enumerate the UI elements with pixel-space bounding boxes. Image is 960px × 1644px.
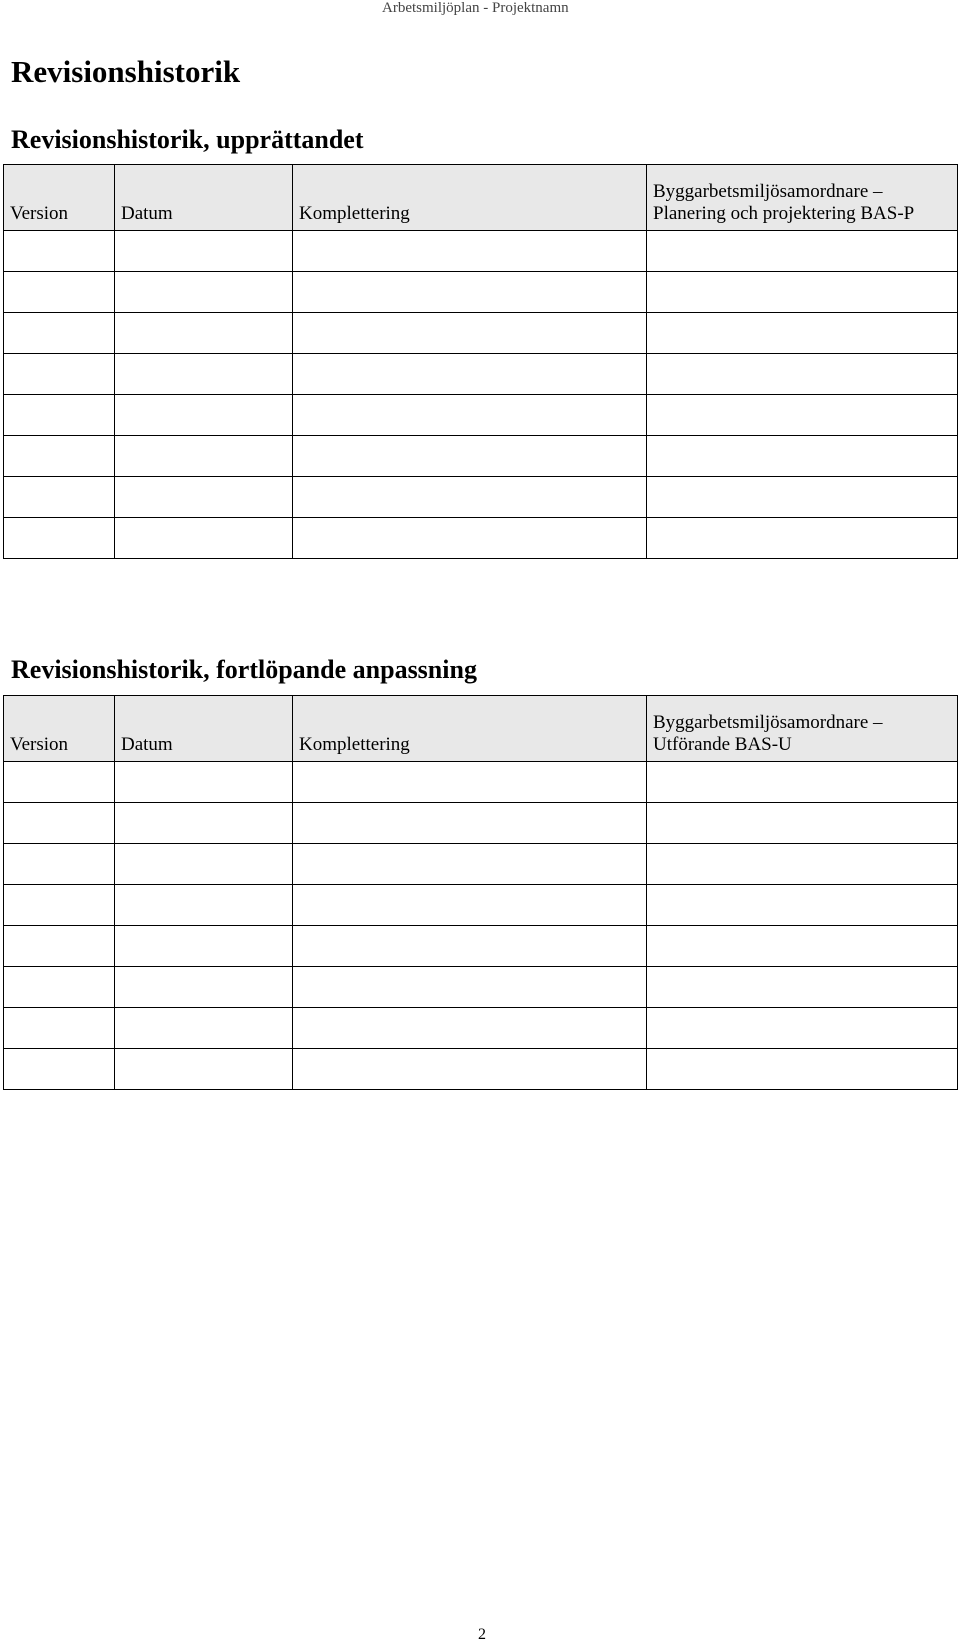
- table-row: [4, 477, 958, 518]
- cell-bas[interactable]: [647, 762, 958, 803]
- table-row: [4, 967, 958, 1008]
- cell-version[interactable]: [4, 967, 115, 1008]
- cell-datum[interactable]: [115, 926, 293, 967]
- cell-version[interactable]: [4, 762, 115, 803]
- cell-bas[interactable]: [647, 1008, 958, 1049]
- table-row: [4, 354, 958, 395]
- cell-version[interactable]: [4, 436, 115, 477]
- cell-datum[interactable]: [115, 1049, 293, 1090]
- table-row: [4, 885, 958, 926]
- cell-version[interactable]: [4, 395, 115, 436]
- column-header-bas-u-line2: Utförande BAS-U: [653, 734, 792, 755]
- table-row: [4, 803, 958, 844]
- cell-bas[interactable]: [647, 926, 958, 967]
- cell-datum[interactable]: [115, 844, 293, 885]
- cell-version[interactable]: [4, 926, 115, 967]
- cell-version[interactable]: [4, 518, 115, 559]
- table-row: [4, 1049, 958, 1090]
- cell-komplettering[interactable]: [293, 844, 647, 885]
- cell-datum[interactable]: [115, 436, 293, 477]
- table-row: [4, 926, 958, 967]
- table-row: [4, 518, 958, 559]
- running-header: Arbetsmiljöplan - Projektnamn: [382, 0, 569, 16]
- cell-bas[interactable]: [647, 885, 958, 926]
- cell-komplettering[interactable]: [293, 272, 647, 313]
- column-header-komplettering: Komplettering: [293, 696, 647, 762]
- cell-bas[interactable]: [647, 1049, 958, 1090]
- cell-komplettering[interactable]: [293, 1008, 647, 1049]
- cell-datum[interactable]: [115, 395, 293, 436]
- cell-datum[interactable]: [115, 762, 293, 803]
- column-header-datum: Datum: [115, 696, 293, 762]
- cell-bas[interactable]: [647, 518, 958, 559]
- cell-komplettering[interactable]: [293, 803, 647, 844]
- section-title-upprattandet: Revisionshistorik, upprättandet: [11, 125, 364, 154]
- cell-version[interactable]: [4, 272, 115, 313]
- cell-bas[interactable]: [647, 803, 958, 844]
- cell-datum[interactable]: [115, 885, 293, 926]
- cell-datum[interactable]: [115, 967, 293, 1008]
- cell-version[interactable]: [4, 477, 115, 518]
- table-header-row: [4, 696, 958, 762]
- cell-komplettering[interactable]: [293, 762, 647, 803]
- cell-version[interactable]: [4, 313, 115, 354]
- table-row: [4, 1008, 958, 1049]
- revision-table-fortlopande-anpassning: [3, 695, 958, 1090]
- cell-version[interactable]: [4, 1008, 115, 1049]
- revision-table-upprattandet: [3, 164, 958, 559]
- cell-bas[interactable]: [647, 844, 958, 885]
- cell-komplettering[interactable]: [293, 967, 647, 1008]
- cell-bas[interactable]: [647, 272, 958, 313]
- cell-version[interactable]: [4, 231, 115, 272]
- column-header-bas-p: [647, 165, 958, 231]
- table-header-row: [4, 165, 958, 231]
- table-row: [4, 844, 958, 885]
- cell-bas[interactable]: [647, 354, 958, 395]
- table-row: [4, 762, 958, 803]
- column-header-datum: Datum: [115, 165, 293, 231]
- cell-datum[interactable]: [115, 354, 293, 395]
- cell-datum[interactable]: [115, 477, 293, 518]
- cell-bas[interactable]: [647, 477, 958, 518]
- column-header-bas-p-line2: Planering och projektering BAS-P: [653, 203, 915, 224]
- cell-datum[interactable]: [115, 803, 293, 844]
- cell-komplettering[interactable]: [293, 354, 647, 395]
- cell-komplettering[interactable]: [293, 926, 647, 967]
- section-title-fortlopande-anpassning: Revisionshistorik, fortlöpande anpassning: [11, 655, 477, 684]
- cell-komplettering[interactable]: [293, 477, 647, 518]
- cell-komplettering[interactable]: [293, 1049, 647, 1090]
- cell-bas[interactable]: [647, 967, 958, 1008]
- cell-datum[interactable]: [115, 231, 293, 272]
- cell-datum[interactable]: [115, 272, 293, 313]
- cell-komplettering[interactable]: [293, 518, 647, 559]
- cell-datum[interactable]: [115, 518, 293, 559]
- column-header-bas-u-line1: Byggarbetsmiljösamordnare –: [653, 712, 883, 733]
- table-row: [4, 231, 958, 272]
- cell-komplettering[interactable]: [293, 436, 647, 477]
- cell-version[interactable]: [4, 844, 115, 885]
- cell-komplettering[interactable]: [293, 885, 647, 926]
- table-row: [4, 272, 958, 313]
- cell-version[interactable]: [4, 1049, 115, 1090]
- cell-komplettering[interactable]: [293, 313, 647, 354]
- cell-datum[interactable]: [115, 313, 293, 354]
- document-title: Revisionshistorik: [11, 54, 241, 89]
- column-header-bas-u: [647, 696, 958, 762]
- cell-bas[interactable]: [647, 231, 958, 272]
- cell-bas[interactable]: [647, 395, 958, 436]
- page-number: 2: [478, 1626, 486, 1643]
- cell-version[interactable]: [4, 803, 115, 844]
- column-header-bas-p-line1: Byggarbetsmiljösamordnare –: [653, 181, 883, 202]
- cell-version[interactable]: [4, 354, 115, 395]
- column-header-version: Version: [4, 696, 115, 762]
- column-header-komplettering: Komplettering: [293, 165, 647, 231]
- column-header-version: Version: [4, 165, 115, 231]
- cell-bas[interactable]: [647, 436, 958, 477]
- table-row: [4, 395, 958, 436]
- cell-version[interactable]: [4, 885, 115, 926]
- cell-komplettering[interactable]: [293, 395, 647, 436]
- cell-bas[interactable]: [647, 313, 958, 354]
- cell-datum[interactable]: [115, 1008, 293, 1049]
- table-row: [4, 313, 958, 354]
- table-row: [4, 436, 958, 477]
- cell-komplettering[interactable]: [293, 231, 647, 272]
